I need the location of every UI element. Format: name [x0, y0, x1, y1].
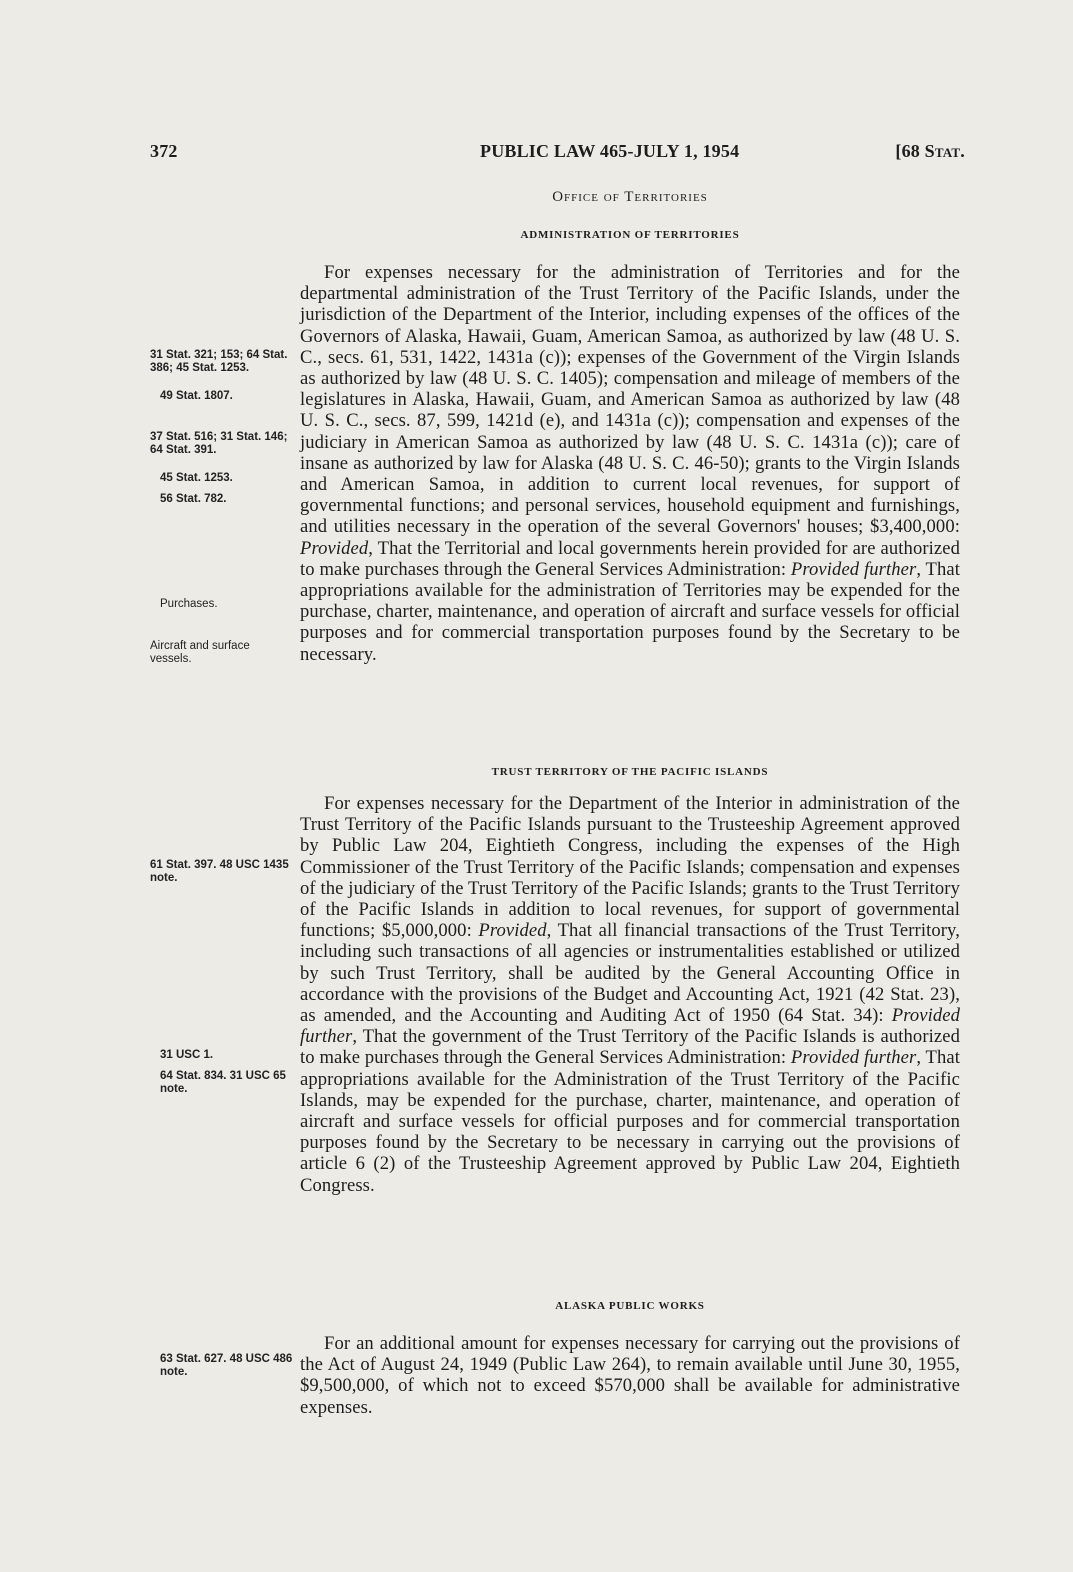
page-title: PUBLIC LAW 465-JULY 1, 1954	[480, 141, 740, 161]
volume-reference: [68 Stat.	[895, 141, 965, 161]
margin-note-purchases: Purchases.	[160, 598, 218, 610]
proviso-phrase: Provided	[478, 920, 547, 942]
paragraph-text: For an additional amount for expenses necessary for carrying out the provisions of the Act of August 24, 1949 (Public Law 264), to remain available until June 30, 1955, $9,500,000, of which not to exceed $570,000 shall be available for administrative expenses.	[300, 1333, 960, 1418]
section-heading-administration: ADMINISTRATION OF TERRITORIES	[520, 229, 740, 241]
margin-note: 56 Stat. 782.	[160, 493, 227, 505]
running-header	[150, 141, 965, 167]
page-number: 372	[150, 141, 178, 161]
paragraph-text: For expenses necessary for the Department of the Interior in administration of the Trust Territory of the Pacific Islands pursuant to the Trusteeship Agreement approved by Public Law 204, Eightieth Congress, including the expenses of the High Commissioner of the Trust Territory of the Pacific Islands; compensation and expenses of the judiciary of the Trust Territory of the Pacific Islands; grants to the Trust Territory of the Pacific Islands in addition to local revenues, for support of governmental functions; $5,000,000:	[300, 793, 960, 942]
proviso-phrase: Provided further	[790, 1047, 917, 1069]
margin-note: 64 Stat. 834. 31 USC 65 note.	[160, 1070, 286, 1095]
margin-note-aircraft: Aircraft and surface vessels.	[150, 640, 250, 665]
paragraph-administration	[300, 262, 960, 665]
paragraph-trust-territory	[300, 793, 960, 1196]
paragraph-text: , That appropriations available for the administration of Territories may be expended for the purchase, charter, maintenance, and operation of aircraft and surface vessels for official purposes and for commercial transportation purposes found by the Secretary to be necessary.	[300, 558, 960, 665]
margin-note: 61 Stat. 397. 48 USC 1435 note.	[150, 859, 289, 884]
paragraph-text: , That the government of the Trust Territory of the Pacific Islands is authorized to make purchases through the General Services Administration:	[300, 1026, 960, 1069]
paragraph-text: , That the Territorial and local governments herein provided for are authorized to make purchases through the General Services Administration:	[300, 537, 960, 580]
margin-note: 63 Stat. 627. 48 USC 486 note.	[160, 1353, 293, 1378]
paragraph-text: For expenses necessary for the administration of Territories and for the departmental administration of the Trust Territory of the Pacific Islands, under the jurisdiction of the Department of the Interior, including expenses of the offices of the Governors of Alaska, Hawaii, Guam, American Samoa, as authorized by law (48 U. S. C., secs. 61, 531, 1422, 1431a (c)); expenses of the Government of the Virgin Islands as authorized by law (48 U. S. C. 1405); compensation and mileage of members of the legislatures in Alaska, Hawaii, Guam, and American Samoa as authorized by law (48 U. S. C., secs. 87, 599, 1421d (e), and 1431a (c)); compensation and expenses of the judiciary in American Samoa as authorized by law (48 U. S. C. 1431a (c)); care of insane as authorized by law for Alaska (48 U. S. C. 46-50); grants to the Virgin Islands and American Samoa, in addition to current local revenues, for support of governmental functions; and personal services, household equipment and furnishings, and utilities necessary in the operation of the several Governors' houses; $3,400,000:	[300, 262, 960, 538]
office-heading: Office of Territories	[552, 189, 708, 205]
proviso-phrase: Provided	[300, 537, 369, 559]
paragraph-text: , That appropriations available for the Administration of the Trust Territory of the Pacific Islands, may be expended for the purchase, charter, maintenance, and operation of aircraft and surface vessels for official purposes and for commercial transportation purposes found by the Secretary to be necessary in carrying out the provisions of article 6 (2) of the Trusteeship Agreement approved by Public Law 204, Eightieth Congress.	[300, 1047, 960, 1196]
proviso-phrase: Provided further	[300, 1005, 960, 1048]
proviso-phrase: Provided further	[790, 558, 917, 580]
margin-note: 31 Stat. 321; 153; 64 Stat. 386; 45 Stat. 1253.	[150, 349, 288, 374]
margin-note: 31 USC 1.	[160, 1049, 214, 1061]
margin-note: 49 Stat. 1807.	[160, 390, 233, 402]
section-heading-trust-territory: TRUST TERRITORY OF THE PACIFIC ISLANDS	[491, 766, 769, 778]
margin-note: 37 Stat. 516; 31 Stat. 146; 64 Stat. 391.	[150, 431, 288, 456]
margin-note: 45 Stat. 1253.	[160, 472, 233, 484]
paragraph-text: , That all financial transactions of the Trust Territory, including such transactions of all agencies or instrumentalities established or utilized by such Trust Territory, shall be audited by the General Accounting Office in accordance with the provisions of the Budget and Accounting Act, 1921 (42 Stat. 23), as amended, and the Accounting and Auditing Act of 1950 (64 Stat. 34):	[300, 920, 960, 1027]
paragraph-alaska-public-works	[300, 1333, 960, 1418]
section-heading-alaska-public-works: ALASKA PUBLIC WORKS	[555, 1300, 705, 1312]
